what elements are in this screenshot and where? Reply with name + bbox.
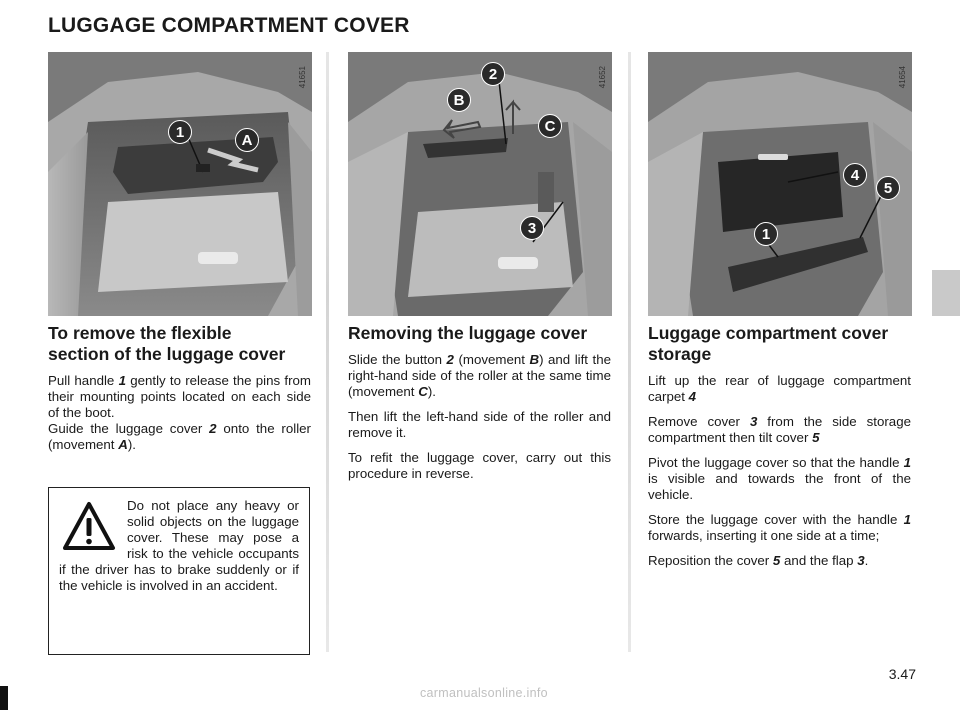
instruction-paragraph: Store the luggage cover with the handle 1 forwards, inserting it one side at a time;	[648, 512, 911, 543]
car-boot-illustration	[348, 52, 612, 316]
callout-label: 1	[168, 120, 192, 144]
figure-cover-storage	[648, 52, 912, 316]
callout-label: A	[235, 128, 259, 152]
warning-text: Do not place any heavy or solid objects on the luggage cover. These may pose a risk to the vehicle occupants if the driver has to brake suddenly or if the vehicle is involved in an accident.	[59, 498, 299, 593]
section-heading: To remove the flexible section of the luggage cover	[48, 323, 286, 364]
corner-mark	[0, 686, 8, 710]
section-cover-storage	[648, 323, 911, 578]
instruction-paragraph: Lift up the rear of luggage compartment carpet 4	[648, 373, 911, 404]
section-heading: Removing the luggage cover	[348, 323, 588, 343]
callout-label: 2	[481, 62, 505, 86]
page-title: LUGGAGE COMPARTMENT COVER	[48, 14, 410, 37]
instruction-paragraph: Remove cover 3 from the side storage compartment then tilt cover 5	[648, 414, 911, 445]
page-number: 3.47	[888, 666, 916, 682]
callout-label: 3	[520, 216, 544, 240]
instruction-paragraph: Reposition the cover 5 and the flap 3.	[648, 553, 869, 568]
callout-label: C	[538, 114, 562, 138]
warning-box	[48, 487, 310, 655]
callout-label: 4	[843, 163, 867, 187]
figure-ref-number: 41654	[898, 66, 907, 89]
callout-label: 5	[876, 176, 900, 200]
figure-ref-number: 41651	[298, 66, 307, 89]
instruction-paragraph: Slide the button 2 (movement B) and lift the right-hand side of the roller at the same time (movement C).	[348, 352, 611, 399]
car-boot-illustration	[48, 52, 312, 316]
chapter-tab	[932, 270, 960, 316]
figure-removing-cover	[348, 52, 612, 316]
section-removing-cover	[348, 323, 611, 491]
callout-label: 1	[754, 222, 778, 246]
figure-remove-flexible	[48, 52, 312, 316]
instruction-paragraph: To refit the luggage cover, carry out this procedure in reverse.	[348, 450, 611, 481]
instruction-paragraph: Pull handle 1 gently to release the pins from their mounting points located on each side of the boot. Guide the luggage cover 2 onto the roller (movement A).	[48, 373, 311, 452]
car-boot-illustration	[648, 52, 912, 316]
column-divider	[628, 52, 631, 652]
callout-label: B	[447, 88, 471, 112]
watermark: carmanualsonline.info	[420, 686, 548, 700]
section-heading: Luggage compartment cover storage	[648, 323, 889, 364]
column-divider	[326, 52, 329, 652]
instruction-paragraph: Pivot the luggage cover so that the handle 1 is visible and towards the front of the vehicle.	[648, 455, 911, 502]
section-remove-flexible	[48, 323, 311, 462]
figure-ref-number: 41652	[598, 66, 607, 89]
instruction-paragraph: Then lift the left-hand side of the roller and remove it.	[348, 409, 611, 440]
warning-triangle-icon	[61, 498, 117, 558]
